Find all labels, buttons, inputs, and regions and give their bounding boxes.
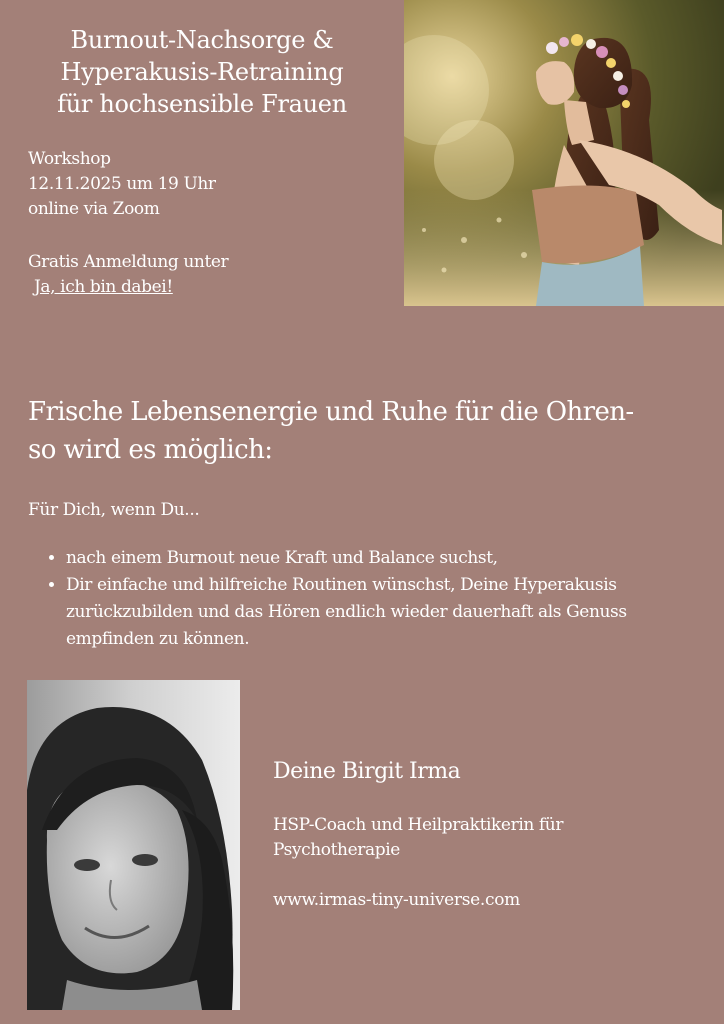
main-headline bbox=[28, 393, 708, 469]
hero-photo-illustration bbox=[404, 0, 724, 306]
website-link[interactable]: www.irmas-tiny-universe.com bbox=[273, 890, 520, 910]
list-item: • Dir einfache und hilfreiche Routinen wünschst, Deine Hyperakusis zurückzubilden und das Hören endlich wieder dauerhaft als Genuss empfinden zu können. bbox=[66, 572, 686, 653]
signature-name: Deine Birgit Irma bbox=[273, 759, 461, 784]
signup-link[interactable]: Ja, ich bin dabei! bbox=[34, 277, 173, 297]
benefit-list bbox=[42, 545, 686, 653]
portrait-photo bbox=[27, 680, 240, 1010]
title-line-3: für hochsensible Frauen bbox=[57, 90, 347, 118]
signup-label: Gratis Anmeldung unter bbox=[28, 252, 229, 272]
event-info bbox=[28, 147, 216, 222]
signature-role: HSP-Coach und Heilpraktikerin für Psychotherapie bbox=[273, 815, 564, 860]
portrait-photo-illustration bbox=[27, 680, 240, 1010]
headline-line-1: Frische Lebensenergie und Ruhe für die Ohren- bbox=[28, 397, 634, 427]
hero-photo-woman-with-flower-crown bbox=[404, 0, 724, 306]
title-line-2: Hyperakusis-Retraining bbox=[60, 58, 344, 86]
headline-line-2: so wird es möglich: bbox=[28, 435, 273, 465]
event-date-time: 12.11.2025 um 19 Uhr bbox=[28, 174, 216, 194]
list-item: • nach einem Burnout neue Kraft und Balance suchst, bbox=[66, 545, 686, 572]
intro-text: Für Dich, wenn Du... bbox=[28, 500, 200, 520]
event-type: Workshop bbox=[28, 149, 111, 169]
event-location: online via Zoom bbox=[28, 199, 160, 219]
signup-block bbox=[28, 250, 228, 300]
title-line-1: Burnout-Nachsorge & bbox=[70, 26, 334, 54]
page-title bbox=[22, 24, 382, 120]
